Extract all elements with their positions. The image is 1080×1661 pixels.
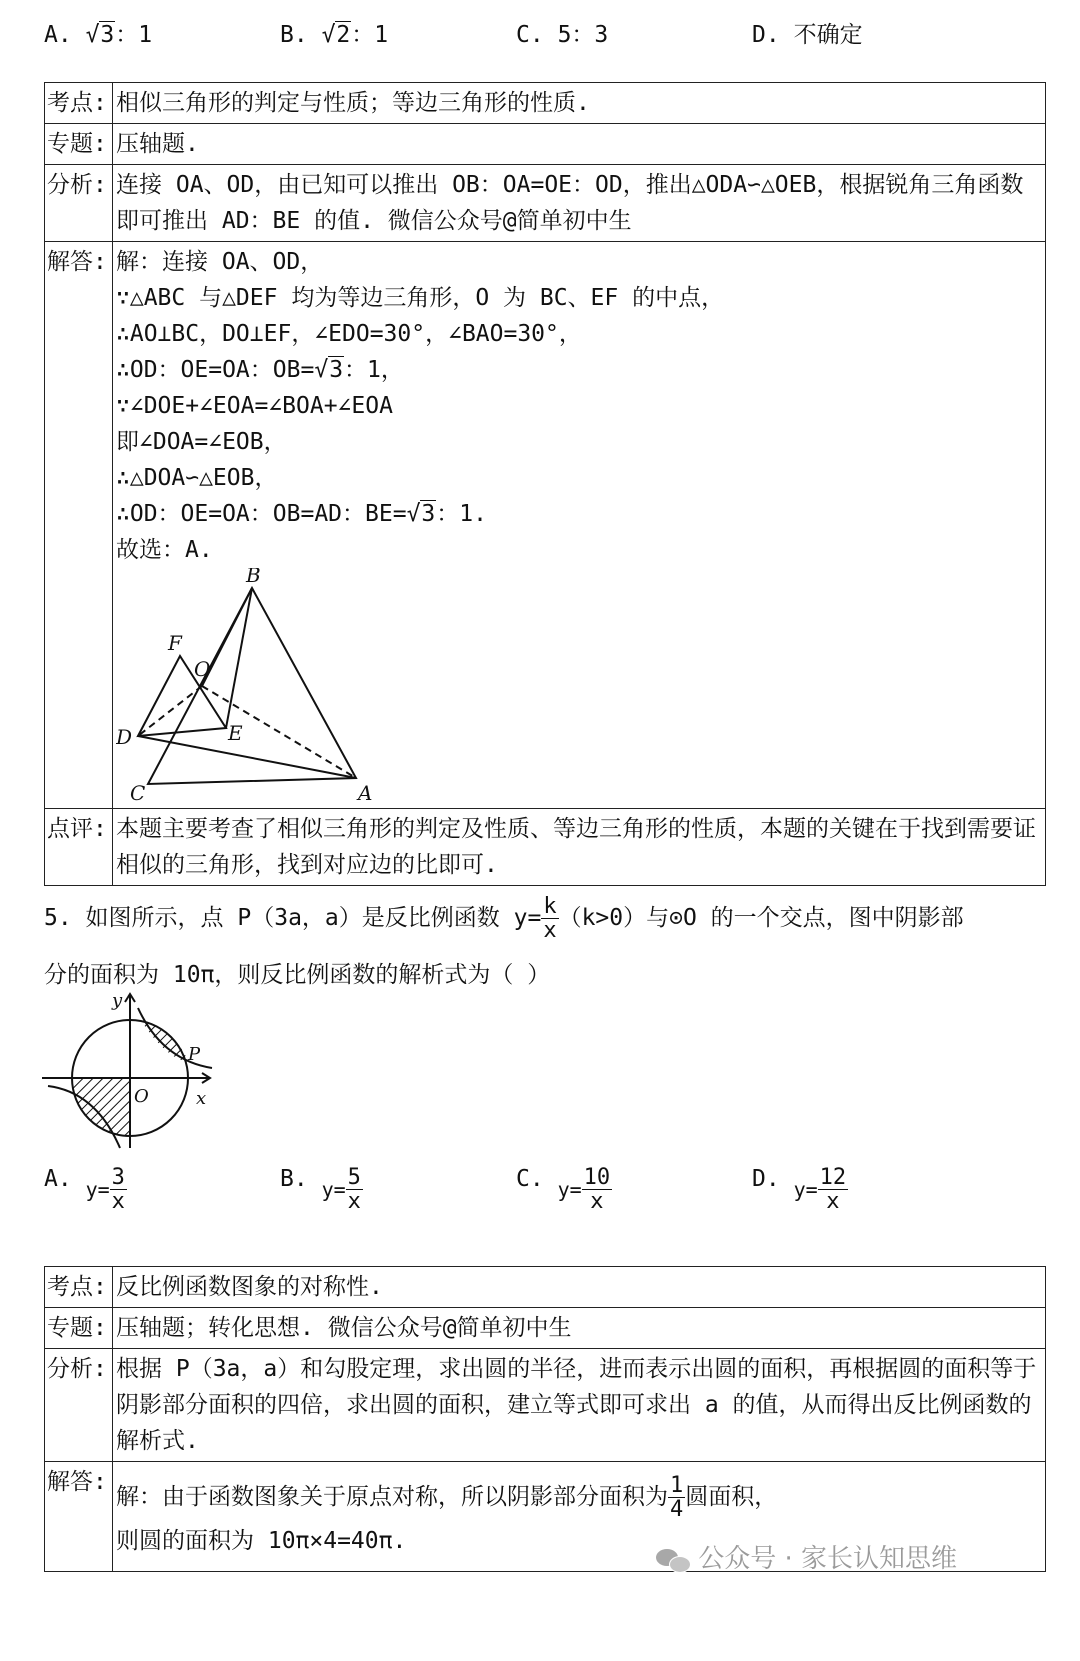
option-label: B. <box>280 1166 308 1192</box>
watermark <box>656 1538 957 1575</box>
q5-option-b <box>280 1166 363 1213</box>
line-post: ：1， <box>344 357 404 383</box>
label-b: B <box>246 568 261 587</box>
label-c: C <box>130 781 146 805</box>
line-post: ：1. <box>436 501 487 527</box>
dianping-label: 点评: <box>45 809 113 886</box>
q4-option-c <box>516 16 608 49</box>
table-row <box>45 83 1046 124</box>
jieda-line <box>116 496 1043 532</box>
label-a: A <box>358 781 373 805</box>
option-c-label: C. <box>516 22 544 48</box>
zhuanti-label: 专题: <box>45 124 113 165</box>
fraction-k-over-x <box>541 895 558 942</box>
label-o: O <box>134 1086 149 1107</box>
option-fraction <box>818 1166 849 1213</box>
option-pre: y= <box>321 1177 346 1202</box>
kaodian-text: 反比例函数图象的对称性. <box>113 1267 1046 1308</box>
jieda-line: 则圆的面积为 10π×4=40π. <box>116 1528 407 1555</box>
table-row <box>45 124 1046 165</box>
line-post: 圆面积， <box>685 1484 778 1511</box>
zhuanti-label: 专题: <box>45 1308 113 1349</box>
table-row <box>45 1308 1046 1349</box>
option-label: D. <box>752 1166 780 1192</box>
jieda-line: ∴AO⊥BC，DO⊥EF，∠EDO=30°，∠BAO=30°， <box>116 321 582 347</box>
sqrt-symbol: √3 <box>406 501 436 527</box>
hyperbola-branch-1 <box>138 1008 212 1068</box>
q5-line-2: 分的面积为 10π，则反比例函数的解析式为（ ） <box>44 962 551 988</box>
triangle-figure <box>116 568 416 806</box>
frac-den: x <box>543 918 557 943</box>
jieda-line: 即∠DOA=∠EOB， <box>116 429 287 455</box>
q5-text-post: （k>0）与⊙O 的一个交点，图中阴影部 <box>558 905 964 932</box>
fenxi-text: 根据 P（3a，a）和勾股定理，求出圆的半径，进而表示出圆的面积，再根据圆的面积等于阴影部分面积的四倍，求出圆的面积，建立等式即可求出 a 的值，从而得出反比例函数的解析式. <box>113 1349 1046 1462</box>
label-e: E <box>228 721 243 745</box>
segment-da <box>138 736 356 778</box>
option-b-label: B. <box>280 22 308 48</box>
jieda-label: 解答: <box>45 1462 113 1572</box>
frac-num: 5 <box>347 1165 361 1190</box>
q5-option-a <box>44 1166 127 1213</box>
table-row <box>45 809 1046 886</box>
label-p: P <box>188 1044 201 1065</box>
wechat-icon <box>656 1547 690 1573</box>
sqrt-value: 3 <box>421 501 436 527</box>
segment-oa <box>202 686 356 778</box>
fenxi-text: 连接 OA、OD，由已知可以推出 OB：OA=OE：OD，推出△ODA∽△OEB，根据锐角三角函数即可推出 AD：BE 的值. 微信公众号@简单初中生 <box>113 165 1046 242</box>
line-pre: ∴OD：OE=OA：OB=AD：BE= <box>116 501 407 527</box>
frac-num: 1 <box>670 1473 684 1498</box>
jieda-line: ∴△DOA∽△EOB， <box>116 465 278 491</box>
q5-option-d <box>752 1166 848 1213</box>
label-f: F <box>168 631 182 655</box>
option-fraction <box>110 1166 127 1213</box>
kaodian-label: 考点: <box>45 1267 113 1308</box>
table-row <box>45 165 1046 242</box>
option-fraction <box>346 1166 363 1213</box>
option-d-text: 不确定 <box>793 22 863 48</box>
table-row <box>45 242 1046 809</box>
frac-den: x <box>590 1189 604 1215</box>
q5-option-c <box>516 1166 612 1213</box>
kaodian-text: 相似三角形的判定与性质；等边三角形的性质. <box>113 83 1046 124</box>
zhuanti-text: 压轴题；转化思想. 微信公众号@简单初中生 <box>113 1308 1046 1349</box>
jieda-label: 解答: <box>45 242 113 809</box>
option-a-rest: ：1 <box>115 22 153 48</box>
q5-line-1 <box>44 895 964 942</box>
frac-den: x <box>347 1189 361 1215</box>
q4-option-a <box>44 16 152 49</box>
sqrt-value: 2 <box>336 22 351 48</box>
q5-solution-table <box>44 1266 1046 1572</box>
sqrt-value: 3 <box>329 357 344 383</box>
option-label: C. <box>516 1166 544 1192</box>
jieda-line: 故选：A. <box>116 537 213 563</box>
frac-num: k <box>543 895 557 919</box>
option-pre: y= <box>557 1177 582 1202</box>
option-b-rest: ：1 <box>351 22 389 48</box>
frac-num: 10 <box>583 1165 611 1190</box>
frac-num: 3 <box>111 1165 125 1190</box>
watermark-text: 公众号 · 家长认知思维 <box>698 1544 958 1574</box>
jieda-line <box>116 1464 1043 1521</box>
sqrt-symbol: √3 <box>314 357 344 383</box>
jieda-line: 解：连接 OA、OD， <box>116 249 324 275</box>
option-a-label: A. <box>44 22 72 48</box>
frac-den: x <box>826 1189 840 1215</box>
triangle-abc <box>148 588 356 784</box>
option-pre: y= <box>85 1177 110 1202</box>
frac-num: 12 <box>819 1165 847 1190</box>
line-pre: ∴OD：OE=OA：OB= <box>116 357 315 383</box>
option-label: A. <box>44 1166 72 1192</box>
q4-solution-table <box>44 82 1046 886</box>
dianping-text: 本题主要考查了相似三角形的判定及性质、等边三角形的性质，本题的关键在于找到需要证相似的三角形，找到对应边的比即可. <box>113 809 1046 886</box>
kaodian-label: 考点: <box>45 83 113 124</box>
label-o: O <box>194 657 211 681</box>
jieda-content <box>113 242 1046 809</box>
sqrt-symbol: √2 <box>321 22 351 48</box>
frac-den: x <box>111 1189 125 1215</box>
frac-den: 4 <box>670 1497 684 1522</box>
label-x: x <box>196 1088 207 1109</box>
fraction-one-quarter <box>668 1474 685 1521</box>
q4-option-b <box>280 16 388 49</box>
jieda-line <box>116 352 1043 388</box>
label-y: y <box>112 990 123 1011</box>
label-d: D <box>116 725 133 749</box>
fenxi-label: 分析: <box>45 165 113 242</box>
q5-text-pre: 5. 如图所示，点 P（3a，a）是反比例函数 y= <box>44 905 542 932</box>
jieda-line: ∵△ABC 与△DEF 均为等边三角形，O 为 BC、EF 的中点， <box>116 285 725 311</box>
sqrt-value: 3 <box>100 22 115 48</box>
table-row <box>45 1267 1046 1308</box>
line-pre: 解：由于函数图象关于原点对称，所以阴影部分面积为 <box>116 1484 668 1511</box>
sqrt-symbol: √3 <box>85 22 115 48</box>
q4-option-d <box>752 16 863 49</box>
zhuanti-text: 压轴题. <box>113 124 1046 165</box>
table-row <box>45 1349 1046 1462</box>
option-pre: y= <box>793 1177 818 1202</box>
jieda-line: ∵∠DOE+∠EOA=∠BOA+∠EOA <box>116 393 393 419</box>
option-d-label: D. <box>752 22 780 48</box>
segment-od <box>138 686 202 736</box>
fenxi-label: 分析: <box>45 1349 113 1462</box>
option-fraction <box>582 1166 613 1213</box>
circle-hyperbola-figure <box>42 990 222 1150</box>
triangle-def <box>138 656 226 736</box>
option-c-text: 5：3 <box>557 22 609 48</box>
